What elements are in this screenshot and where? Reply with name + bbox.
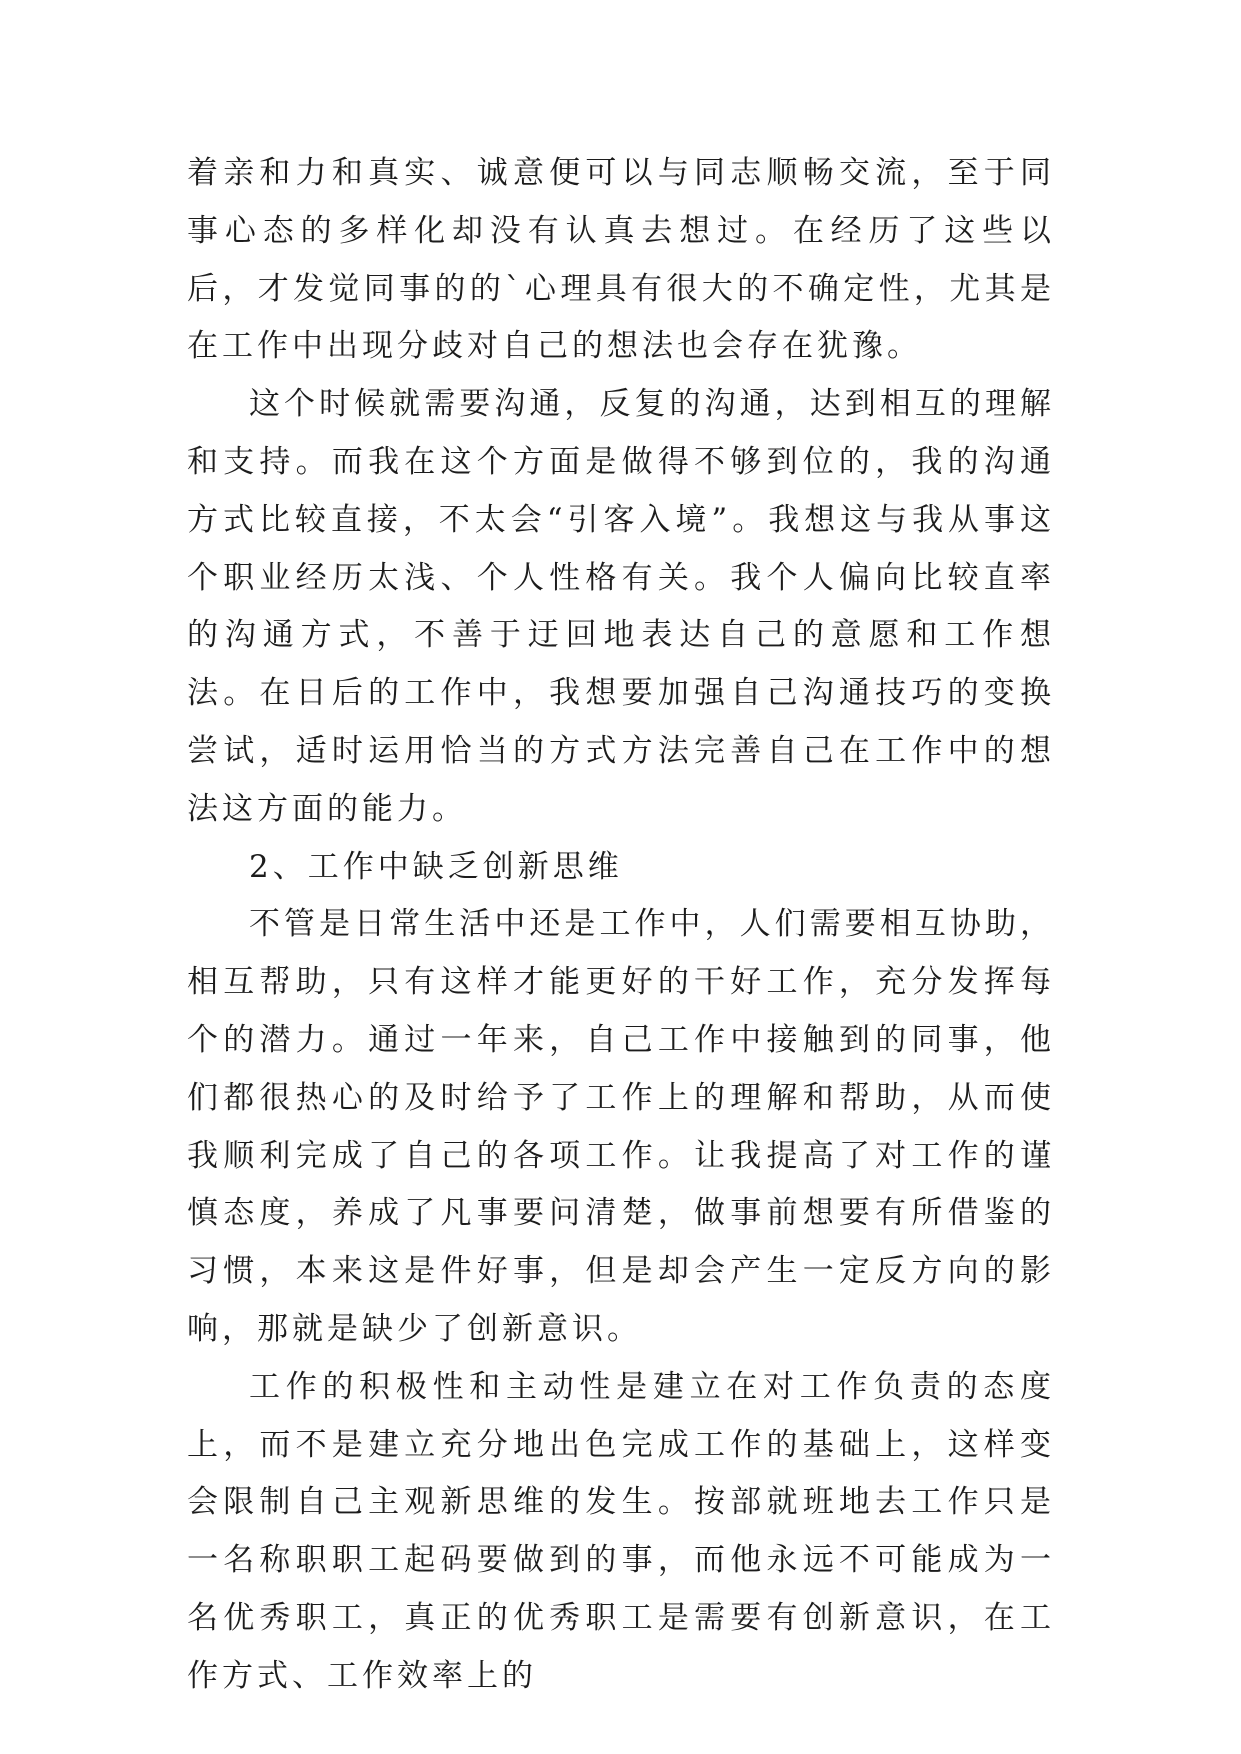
document-body xyxy=(187,145,1055,1706)
paragraph-communication: 这个时候就需要沟通，反复的沟通，达到相互的理解和支持。而我在这个方面是做得不够到位的，我的沟通方式比较直接，不太会“引客入境”。我想这与我从事这个职业经历太浅、个人性格有关。我个人偏向比较直率的沟通方式，不善于迂回地表达自己的意愿和工作想法。在日后的工作中，我想要加强自己沟通技巧的变换尝试，适时运用恰当的方式方法完善自己在工作中的想法这方面的能力。 xyxy=(187,386,1055,827)
paragraph-cooperation: 不管是日常生活中还是工作中，人们需要相互协助，相互帮助，只有这样才能更好的干好工作，充分发挥每个的潜力。通过一年来，自己工作中接触到的同事，他们都很热心的及时给予了工作上的理解和帮助，从而使我顺利完成了自己的各项工作。让我提高了对工作的谨慎态度，养成了凡事要问清楚，做事前想要有所借鉴的习惯，本来这是件好事，但是却会产生一定反方向的影响，那就是缺少了创新意识。 xyxy=(187,906,1055,1347)
section-heading-innovation: 2、工作中缺乏创新思维 xyxy=(249,848,623,885)
paragraph-continuation: 着亲和力和真实、诚意便可以与同志顺畅交流，至于同事心态的多样化却没有认真去想过。在经历了这些以后，才发觉同事的的`心理具有很大的不确定性，尤其是在工作中出现分歧对自己的想法也会存在犹豫。 xyxy=(187,155,1055,365)
paragraph-initiative: 工作的积极性和主动性是建立在对工作负责的态度上，而不是建立充分地出色完成工作的基础上，这样变会限制自己主观新思维的发生。按部就班地去工作只是一名称职职工起码要做到的事，而他永远不可能成为一名优秀职工，真正的优秀职工是需要有创新意识，在工作方式、工作效率上的 xyxy=(187,1368,1055,1694)
